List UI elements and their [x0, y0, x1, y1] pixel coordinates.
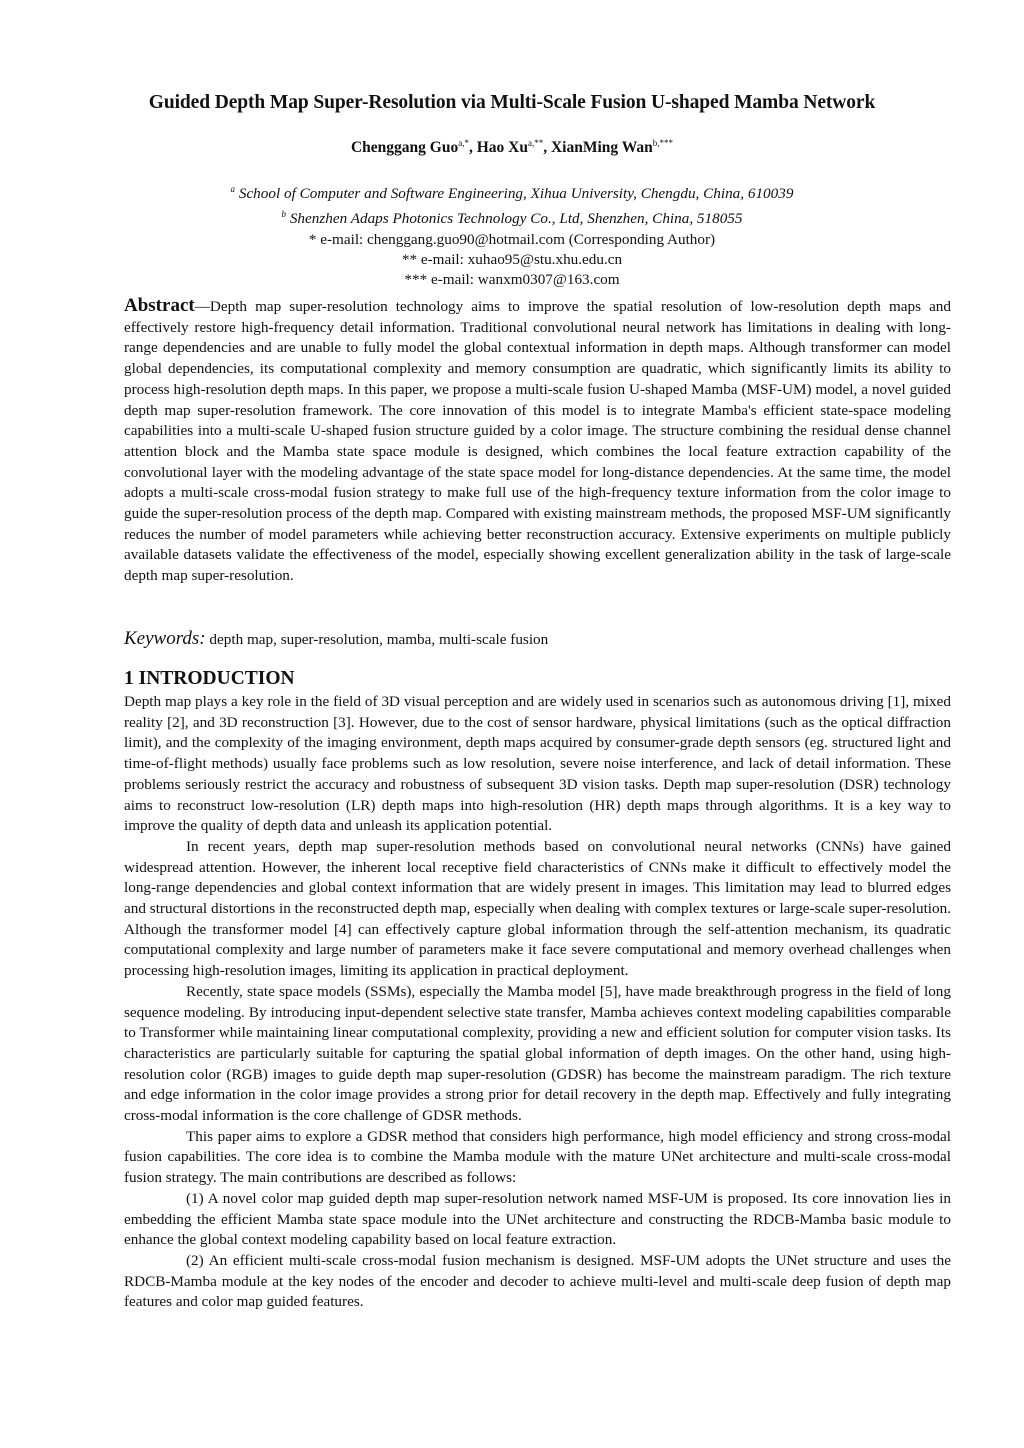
abstract [124, 296, 951, 587]
email-line: ** e-mail: xuhao95@stu.xhu.edu.cn [401, 250, 623, 268]
keywords-label: Keywords: [124, 628, 206, 649]
paper-title: Guided Depth Map Super-Resolution via Multi-Scale Fusion U-shaped Mamba Network [148, 92, 876, 113]
affiliation-block [0, 179, 1024, 290]
author-list: Chenggang Guo$^{a,*}$, Hao $Xu^{a,**}$, XianMing Wan$^{b,***}$ [350, 138, 674, 157]
abstract-dash: — [194, 298, 210, 315]
email-line: * e-mail: chenggang.guo90@hotmail.com (Corresponding Author) [308, 230, 716, 248]
abstract-label: Abstract [124, 295, 195, 316]
author-affil-mark: a,** [527, 138, 544, 148]
email-line: *** e-mail: wanxm0307@163.com [404, 270, 620, 288]
keywords-text: depth map, super-resolution, mamba, multi-scale fusion [209, 631, 549, 648]
author-name: Hao Xu [476, 139, 528, 157]
affiliation-line: $^b$ Shenzhen Adaps Photonics Technology Co., Ltd, Shenzhen, China, 518055 [281, 209, 743, 228]
paragraph: (2) An efficient multi-scale cross-modal fusion mechanism is designed. MSF-UM adopts the UNet structure and uses the RDCB-Mamba module at the key nodes of the encoder and decoder to achieve multi-level and multi-scale deep fusion of depth map features and color map guided features. [124, 1251, 951, 1311]
abstract-text: Depth map super-resolution technology aims to improve the spatial resolution of low-resolution depth maps and effectively restore high-frequency detail information. Traditional convolutional neural network has limitations in dealing with long-range dependencies and are unable to fully model the global contextual information in depth maps. Although transformer can model global dependencies, its computational complexity and memory consumption are quadratic, which significantly limits its ability to process high-resolution depth maps. In this paper, we propose a multi-scale fusion U-shaped Mamba (MSF-UM) model, a novel guided depth map super-resolution framework. The core innovation of this model is to integrate Mamba's efficient state-space modeling capabilities into a multi-scale U-shaped fusion structure guided by a color image. The structure combining the residual dense channel attention block and the Mamba state space module is designed, which combines the local feature extraction capability of the convolutional layer with the modeling advantage of the state space model for long-distance dependencies. At the same time, the model adopts a multi-scale cross-modal fusion strategy to make full use of the high-frequency texture information from the color image to guide the super-resolution process of the depth map. Compared with existing mainstream methods, the proposed MSF-UM significantly reduces the number of model parameters while achieving better reconstruction accuracy. Extensive experiments on multiple publicly available datasets validate the effectiveness of the model, especially showing excellent generalization ability in the task of large-scale depth map super-resolution. [124, 298, 951, 585]
keywords [124, 628, 951, 650]
section-heading: 1 INTRODUCTION [124, 668, 295, 689]
introduction-body [124, 692, 951, 1313]
author-affil-mark: a,* [458, 138, 469, 148]
author-name: Chenggang Guo [350, 139, 459, 157]
paragraph: Recently, state space models (SSMs), especially the Mamba model [5], have made breakthrough progress in the field of long sequence modeling. By introducing input-dependent selective state transfer, Mamba achieves context modeling capabilities comparable to Transformer while maintaining linear computational complexity, providing a new and efficient solution for computer vision tasks. Its characteristics are particularly suitable for capturing the spatial global information of depth images. On the other hand, using high-resolution color (RGB) images to guide depth map super-resolution (GDSR) has become the mainstream paradigm. The rich texture and edge information in the color image provides a strong prior for detail recovery in the depth map. Effectively and fully integrating cross-modal information is the core challenge of GDSR methods. [124, 982, 951, 1125]
author-affil-mark: b,*** [652, 138, 674, 148]
affiliation-line: $^a$ School of Computer and Software Engineering, Xihua University, Chengdu, China, 610039 [230, 184, 794, 203]
paragraph: Depth map plays a key role in the field of 3D visual perception and are widely used in scenarios such as autonomous driving [1], mixed reality [2], and 3D reconstruction [3]. However, due to the cost of sensor hardware, physical limitations (such as the optical diffraction limit), and the complexity of the imaging environment, depth maps acquired by consumer-grade depth sensors (eg. structured light and time-of-flight methods) usually face problems such as low resolution, severe noise interference, and lack of detail information. These problems seriously restrict the accuracy and robustness of subsequent 3D vision tasks. Depth map super-resolution (DSR) technology aims to reconstruct low-resolution (LR) depth maps into high-resolution (HR) depth maps through algorithms. It is a key way to improve the quality of depth data and unleash its application potential. [124, 693, 951, 835]
paragraph: This paper aims to explore a GDSR method that considers high performance, high model efficiency and strong cross-modal fusion capabilities. The core idea is to combine the Mamba module with the mature UNet architecture and multi-scale cross-modal fusion strategy. The main contributions are described as follows: [124, 1127, 951, 1187]
author-name: XianMing Wan [550, 139, 653, 157]
paragraph: (1) A novel color map guided depth map super-resolution network named MSF-UM is proposed. Its core innovation lies in embedding the efficient Mamba state space module into the UNet architecture and constructing the RDCB-Mamba basic module to enhance the global context modeling capability based on local feature extraction. [124, 1189, 951, 1249]
paragraph: In recent years, depth map super-resolution methods based on convolutional neural networks (CNNs) have gained widespread attention. However, the inherent local receptive field characteristics of CNNs make it difficult to effectively model the long-range dependencies and global context information that are widely present in images. This limitation may lead to blurred edges and structural distortions in the reconstructed depth map, especially when dealing with complex textures or large-scale super-resolution. Although the transformer model [4] can effectively capture global information through the self-attention mechanism, its quadratic computational complexity and large number of parameters make it face severe computational and memory overhead challenges when processing high-resolution images, limiting its application in practical deployment. [124, 837, 951, 980]
